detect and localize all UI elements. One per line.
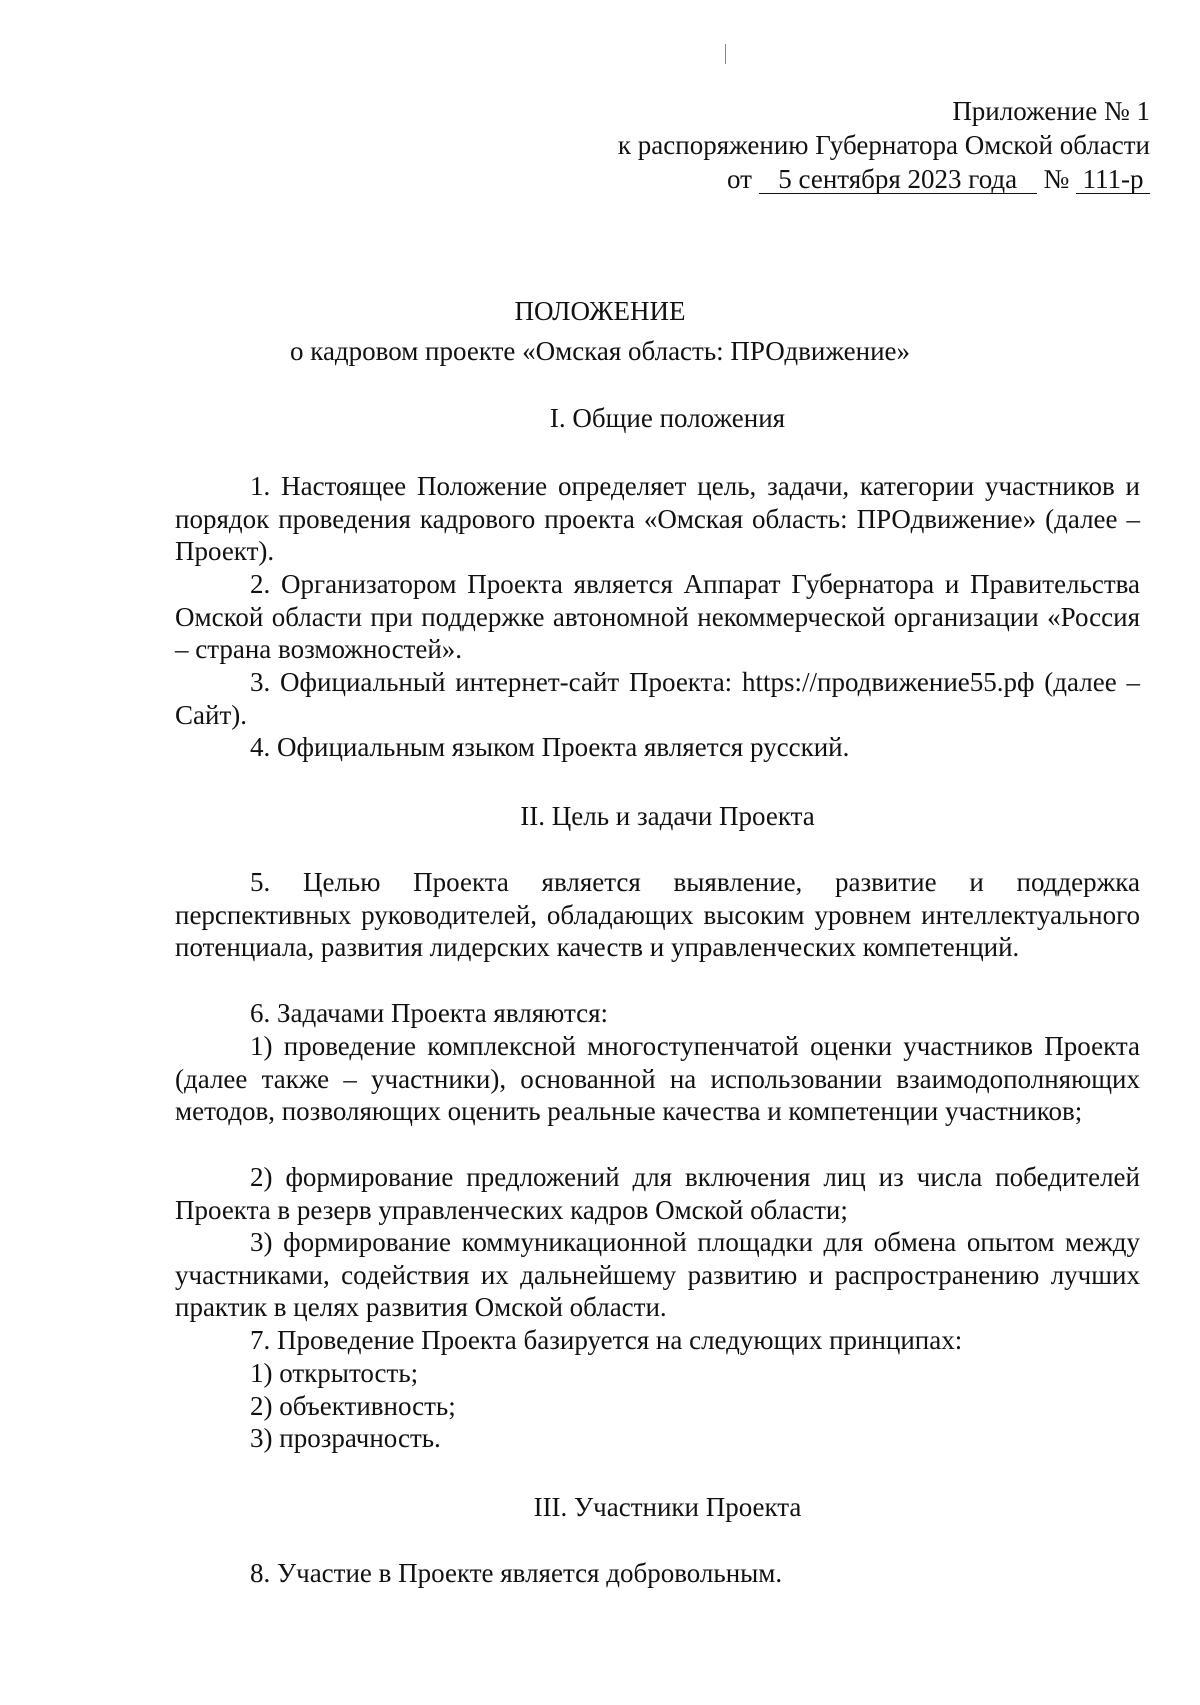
paragraph-6: 6. Задачами Проекта являются:	[250, 998, 608, 1028]
paragraph-7-item-2: 2) объективность;	[250, 1391, 456, 1421]
number-label: №	[1043, 164, 1070, 194]
document-subtitle: о кадровом проекте «Омская область: ПРОдвижение»	[289, 336, 910, 366]
order-number: 111-р	[1076, 165, 1150, 194]
paragraph-7-item-3: 3) прозрачность.	[250, 1423, 441, 1453]
paragraph-2: 2. Организатором Проекта является Аппарат Губернатора и Правительства Омской области при поддержке автономной некоммерческой организации «Россия – страна возможностей».	[175, 569, 1140, 665]
paragraph-6-item-3: 3) формирование коммуникационной площадки для обмена опытом между участниками, содействия их дальнейшему развитию и распространению лучших практик в целях развития Омской области.	[175, 1227, 1140, 1323]
paragraph-6-item-1: 1) проведение комплексной многоступенчатой оценки участников Проекта (далее также – участники), основанной на использовании взаимодополняющих методов, позволяющих оценить реальные качества и компетенции участников;	[175, 1031, 1140, 1127]
paragraph-3: 3. Официальный интернет-сайт Проекта: https://продвижение55.рф (далее – Сайт).	[175, 667, 1140, 730]
order-date-line	[618, 162, 1150, 196]
scan-artifact-mark	[725, 44, 726, 64]
appendix-number: Приложение № 1	[952, 96, 1150, 126]
paragraph-7: 7. Проведение Проекта базируется на следующих принципах:	[250, 1325, 963, 1355]
section-heading-3: III. Участники Проекта	[533, 1492, 802, 1522]
document-title: ПОЛОЖЕНИЕ	[514, 296, 686, 326]
paragraph-7-item-1: 1) открытость;	[250, 1358, 419, 1388]
section-heading-1: I. Общие положения	[549, 403, 786, 433]
order-date: 5 сентября 2023 года	[759, 165, 1037, 194]
paragraph-4: 4. Официальным языком Проекта является русский.	[250, 732, 850, 762]
paragraph-8: 8. Участие в Проекте является добровольным.	[250, 1558, 783, 1588]
from-label: от	[727, 164, 752, 194]
section-heading-2: II. Цель и задачи Проекта	[520, 801, 815, 831]
order-reference: к распоряжению Губернатора Омской области	[617, 130, 1150, 160]
paragraph-6-item-2: 2) формирование предложений для включения лиц из числа победителей Проекта в резерв управленческих кадров Омской области;	[175, 1162, 1140, 1225]
appendix-header	[618, 94, 1150, 196]
paragraph-5: 5. Целью Проекта является выявление, развитие и поддержка перспективных руководителей, обладающих высоким уровнем интеллектуального потенциала, развития лидерских качеств и управленческих компетенций.	[175, 867, 1140, 963]
paragraph-1: 1. Настоящее Положение определяет цель, задачи, категории участников и порядок проведения кадрового проекта «Омская область: ПРОдвижение» (далее – Проект).	[175, 471, 1140, 567]
